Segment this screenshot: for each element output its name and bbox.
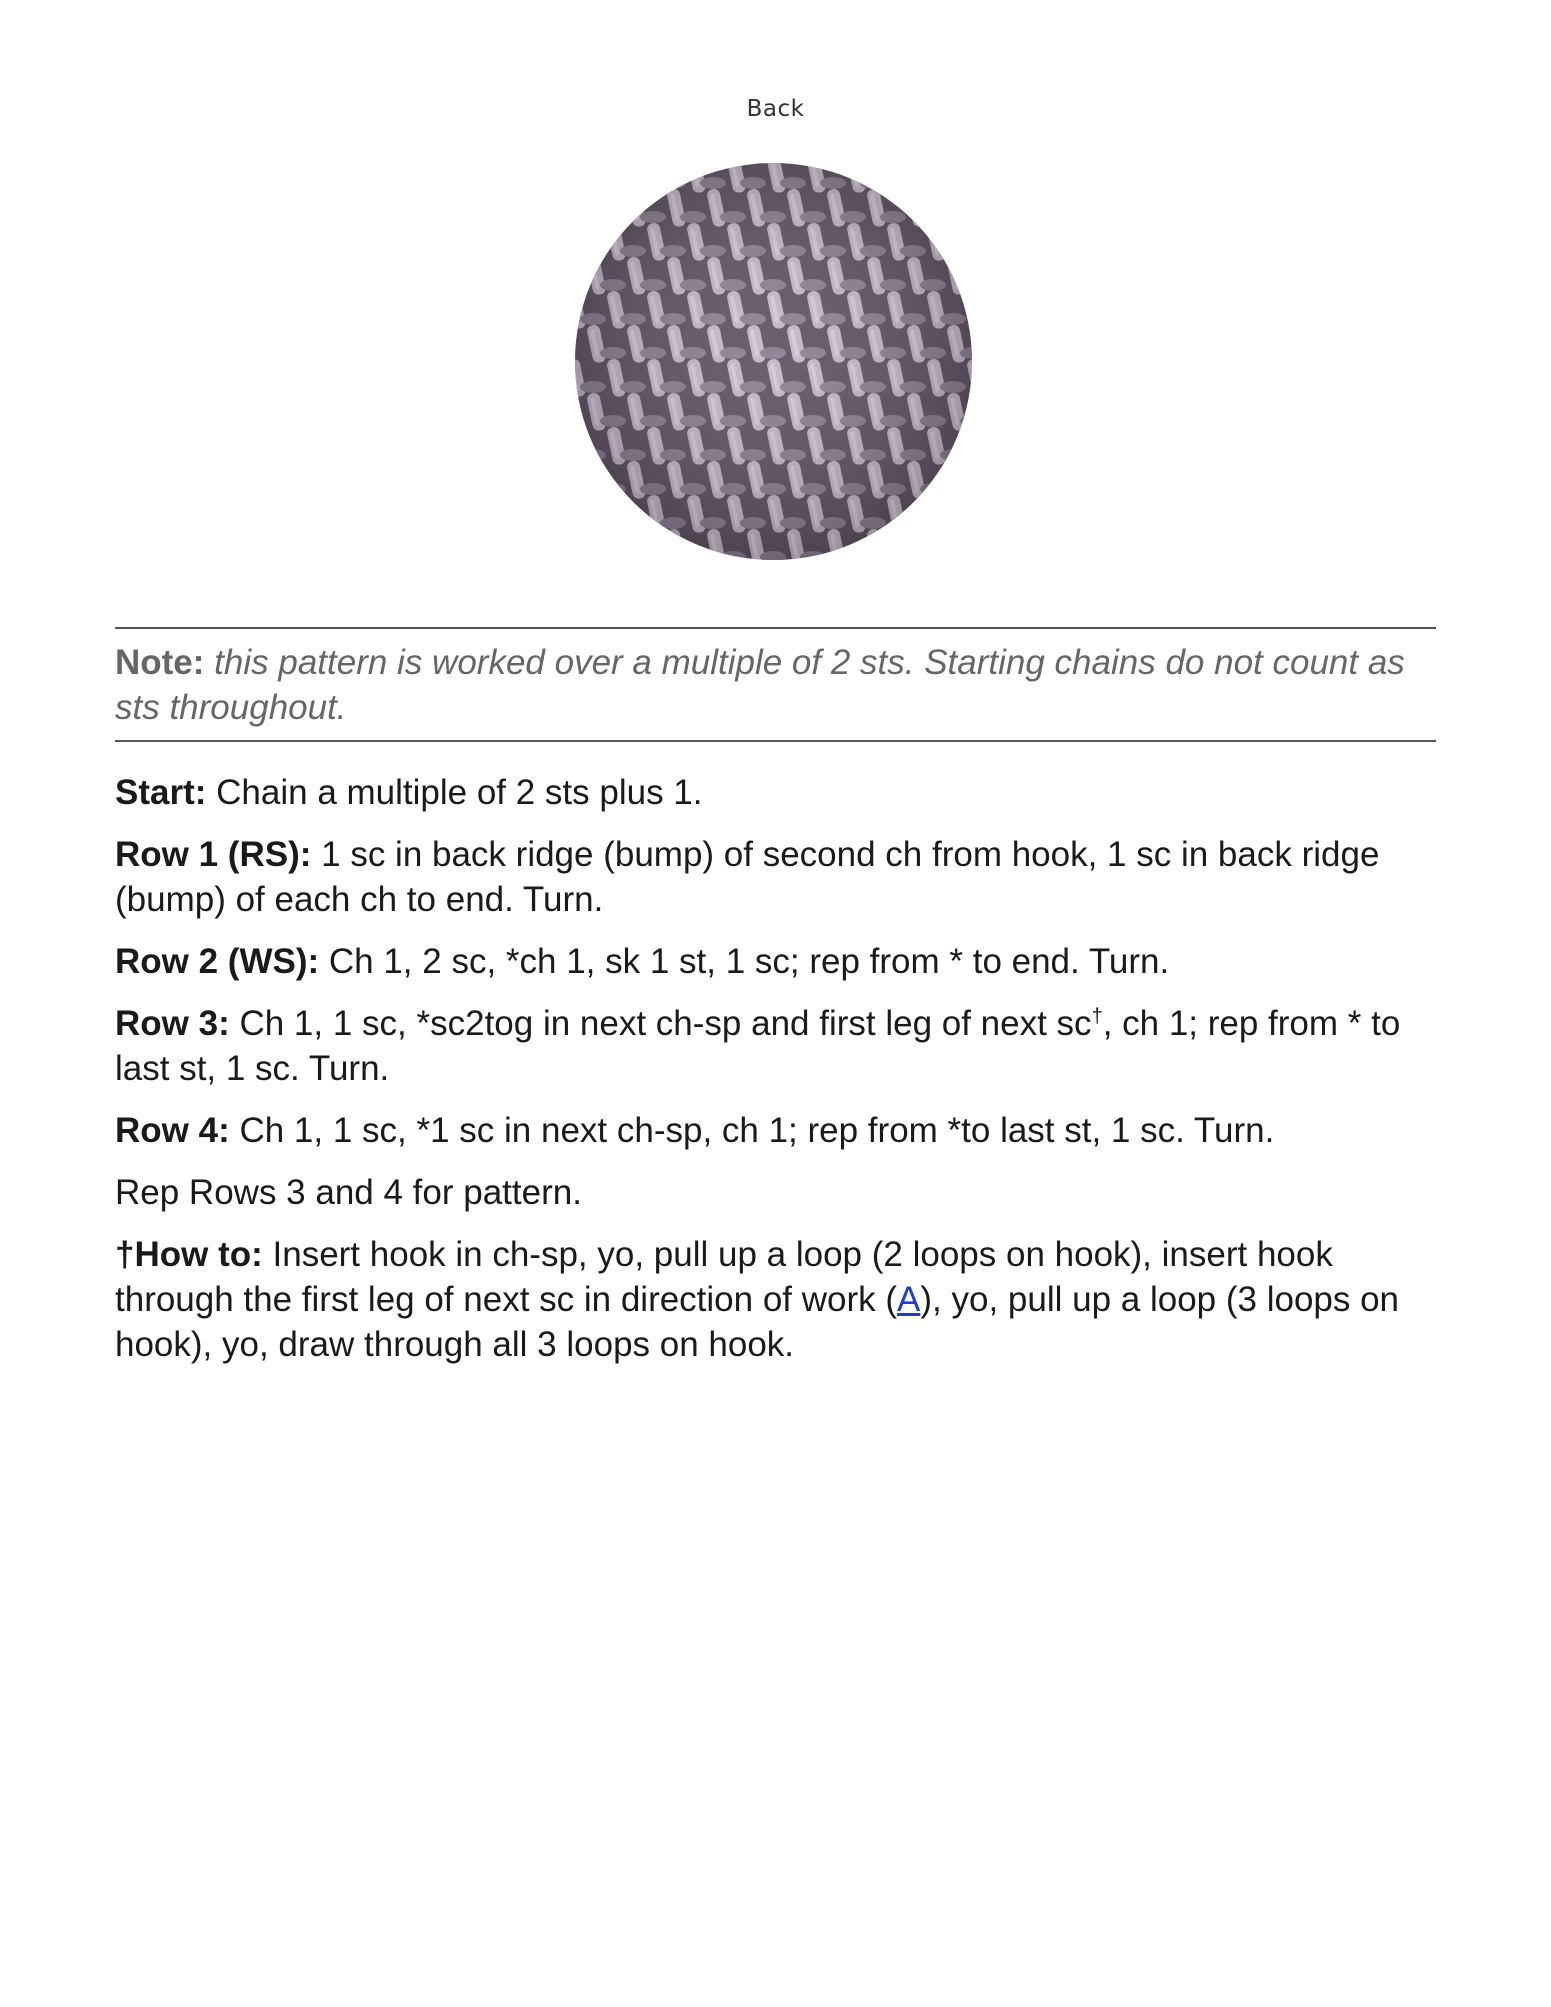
swatch-stitch-highlight [910,193,920,221]
row-2-label: Row 2 (WS): [115,942,320,981]
row-4-label: Row 4: [115,1111,230,1150]
swatch-stitch-post [906,528,927,560]
swatch-chain-bar [900,517,926,529]
swatch-stitch-highlight [630,533,640,560]
swatch-chain-bar [960,279,972,291]
swatch-chain-bar [920,211,946,223]
instruction-repeat [115,1170,1445,1215]
swatch-chain-bar [840,551,866,560]
swatch-chain-bar [580,177,606,189]
swatch-stitch-post [926,163,947,194]
swatch-stitch-post [575,163,587,194]
instruction-how-to [115,1232,1445,1367]
how-to-text-before: Insert hook in ch-sp, yo, pull up a loop (2 loops on hook), insert hook through the first leg of next sc in direction of work ( [115,1235,1333,1319]
swatch-stitch-post [966,426,972,466]
figure-a-link[interactable]: A [897,1280,921,1319]
swatch-stitch-post [966,222,972,262]
how-to-text-after: ), yo, pull up a loop (3 loops on hook), yo, draw through all 3 loops on hook. [115,1280,1400,1364]
swatch-stitch-post [606,163,627,194]
swatch-stitch-highlight [930,163,940,187]
swatch-chain-bar [680,551,706,560]
swatch-stitch-highlight [950,465,960,493]
instruction-row-4 [115,1108,1445,1153]
swatch-chain-bar [640,551,666,560]
swatch-stitch-post [606,494,627,534]
swatch-chain-bar [620,517,646,529]
row-3-text-before: Ch 1, 1 sc, *sc2tog in next ch-sp and first leg of next sc [239,1004,1092,1043]
swatch-stitch-highlight [590,193,600,221]
swatch-stitch-post [966,494,972,534]
repeat-text: Rep Rows 3 and 4 for pattern. [115,1173,582,1212]
swatch-stitch-highlight [670,533,680,560]
swatch-stitch-post [646,163,667,194]
start-label: Start: [115,773,207,812]
swatch-chain-bar [920,551,946,560]
swatch-stitch-highlight [590,533,600,560]
row-4-text: Ch 1, 1 sc, *1 sc in next ch-sp, ch 1; rep from *to last st, 1 sc. Turn. [239,1111,1275,1150]
swatch-stitch-post [575,494,587,534]
swatch-chain-bar [900,177,926,189]
note-text: this pattern is worked over a multiple of 2 sts. Starting chains do not count as sts throughout. [115,643,1405,727]
swatch-stitch-highlight [650,163,660,187]
swatch-stitch-post [586,528,607,560]
row-3-text-after: , ch 1; rep from * to last st, 1 sc. Turn. [115,1004,1401,1088]
swatch-stitch-highlight [575,431,580,459]
swatch-stitch-highlight [610,163,620,187]
note-bottom-divider [115,740,1436,742]
dagger-footnote-marker: † [1091,1005,1103,1028]
pattern-instructions [115,770,1445,1384]
pattern-note [115,640,1436,730]
start-text: Chain a multiple of 2 sts plus 1. [216,773,703,812]
swatch-stitch-highlight [970,295,972,323]
row-2-text: Ch 1, 2 sc, *ch 1, sk 1 st, 1 sc; rep from * to end. Turn. [328,942,1170,981]
swatch-chain-bar [940,177,966,189]
swatch-stitch-post [926,494,947,534]
swatch-stitch-highlight [575,227,580,255]
instruction-row-3 [115,1001,1445,1091]
swatch-stitch-post [946,528,967,560]
swatch-chain-bar [960,551,972,560]
swatch-stitch-highlight [950,533,960,560]
swatch-stitch-post [886,163,907,194]
swatch-chain-bar [620,177,646,189]
swatch-stitch-highlight [890,163,900,187]
row-1-label: Row 1 (RS): [115,835,312,874]
swatch-chain-bar [960,211,972,223]
swatch-caption: Back [746,96,805,122]
swatch-chain-bar [600,551,626,560]
swatch-stitch-post [575,222,587,262]
swatch-stitch-highlight [870,533,880,560]
swatch-chain-bar [580,517,606,529]
swatch-stitch-post [946,188,967,228]
swatch-stitch-highlight [610,499,620,527]
note-top-divider [115,627,1436,629]
instruction-row-2 [115,939,1445,984]
crochet-swatch-image [575,163,972,560]
swatch-chain-bar [940,245,966,257]
how-to-label: †How to: [115,1235,263,1274]
swatch-stitch-highlight [590,465,600,493]
instruction-row-1 [115,832,1445,922]
swatch-stitch-highlight [575,499,580,527]
instruction-start [115,770,1445,815]
swatch-stitch-post [626,528,647,560]
swatch-stitch-post [586,188,607,228]
swatch-stitch-post [946,460,967,500]
swatch-stitch-highlight [910,533,920,560]
swatch-stitch-post [575,426,587,466]
swatch-stitch-highlight [575,163,580,187]
swatch-stitch-highlight [970,163,972,187]
row-3-label: Row 3: [115,1004,230,1043]
swatch-stitch-highlight [970,431,972,459]
note-label: Note: [115,643,205,682]
swatch-chain-bar [600,211,626,223]
swatch-stitch-post [966,163,972,194]
swatch-stitch-highlight [930,499,940,527]
swatch-chain-bar [880,551,906,560]
row-1-text: 1 sc in back ridge (bump) of second ch from hook, 1 sc in back ridge (bump) of each ch to end. Turn. [115,835,1380,919]
swatch-stitch-post [586,460,607,500]
swatch-stitch-highlight [970,499,972,527]
swatch-chain-bar [960,483,972,495]
swatch-chain-bar [940,517,966,529]
swatch-stitch-highlight [970,227,972,255]
swatch-chain-bar [580,245,606,257]
swatch-stitch-highlight [950,193,960,221]
